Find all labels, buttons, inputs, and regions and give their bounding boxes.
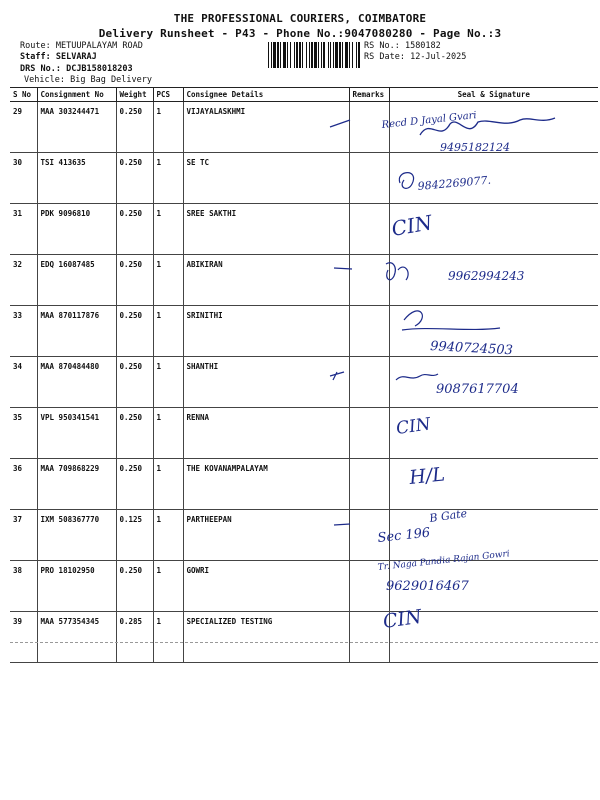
- vehicle-value: Big Bag Delivery: [70, 75, 152, 85]
- cell-weight: 0.250: [116, 408, 153, 459]
- cell-remarks: [349, 153, 389, 204]
- cell-consignment-no: VPL 950341541: [37, 408, 116, 459]
- cell-consignee: SHANTHI: [183, 357, 349, 408]
- table-row: [10, 510, 598, 561]
- vehicle-line: [24, 75, 152, 85]
- cell-remarks: [349, 612, 389, 663]
- page-end-rule: [10, 642, 598, 643]
- cell-consignee: SREE SAKTHI: [183, 204, 349, 255]
- signature-32-phone: 9962994243: [448, 269, 525, 283]
- drs-label: DRS No.:: [20, 64, 61, 74]
- signature-37-gate: B Gate: [428, 506, 468, 525]
- cell-consignee: THE KOVANAMPALAYAM: [183, 459, 349, 510]
- cell-sno: 34: [10, 357, 37, 408]
- signature-31-text: CIN: [389, 210, 434, 241]
- staff-value: SELVARAJ: [55, 52, 97, 62]
- cell-signature: [389, 561, 598, 612]
- cell-pcs: 1: [153, 612, 183, 663]
- signature-29-phone: 9495182124: [440, 141, 510, 154]
- cell-consignment-no: MAA 577354345: [37, 612, 116, 663]
- signature-35-text: CIN: [394, 414, 432, 439]
- cell-pcs: 1: [153, 204, 183, 255]
- route-label: Route:: [20, 41, 51, 51]
- rs-date-line: [364, 52, 466, 62]
- cell-remarks: [349, 306, 389, 357]
- cell-consignment-no: MAA 870484480: [37, 357, 116, 408]
- cell-remarks: [349, 510, 389, 561]
- cell-pcs: 1: [153, 459, 183, 510]
- cell-consignee: SPECIALIZED TESTING: [183, 612, 349, 663]
- signature-33-phone: 9940724503: [429, 339, 514, 359]
- rs-date-value: 12-Jul-2025: [410, 52, 467, 62]
- staff-line: [20, 52, 97, 62]
- cell-consignment-no: MAA 709868229: [37, 459, 116, 510]
- col-header-weight: Weight: [116, 88, 153, 102]
- rs-no-label: RS No.:: [364, 41, 400, 51]
- col-header-consignment: Consignment No: [37, 88, 116, 102]
- table-row: [10, 357, 598, 408]
- signature-29-text: Recd D Jayal Gvari: [381, 110, 478, 131]
- cell-consignee: GOWRI: [183, 561, 349, 612]
- cell-signature: [389, 612, 598, 663]
- table-row: [10, 204, 598, 255]
- signature-30-phone: 9842269077.: [417, 173, 492, 193]
- cell-sno: 35: [10, 408, 37, 459]
- cell-consignment-no: EDQ 16087485: [37, 255, 116, 306]
- cell-weight: 0.250: [116, 204, 153, 255]
- cell-consignment-no: TSI 413635: [37, 153, 116, 204]
- rs-no-value: 1580182: [404, 41, 441, 51]
- cell-consignee: SE TC: [183, 153, 349, 204]
- signature-36-text: H/L: [408, 463, 446, 489]
- vehicle-label: Vehicle:: [24, 75, 65, 85]
- col-header-pcs: PCS: [153, 88, 183, 102]
- rs-no-line: [364, 41, 441, 51]
- cell-weight: 0.285: [116, 612, 153, 663]
- cell-weight: 0.250: [116, 459, 153, 510]
- cell-signature: [389, 408, 598, 459]
- cell-weight: 0.250: [116, 102, 153, 153]
- table-row: [10, 612, 598, 663]
- cell-signature: [389, 306, 598, 357]
- table-row: [10, 102, 598, 153]
- cell-weight: 0.250: [116, 357, 153, 408]
- cell-sno: 29: [10, 102, 37, 153]
- signature-38-phone: 9629016467: [386, 579, 469, 594]
- cell-sno: 30: [10, 153, 37, 204]
- cell-consignee: VIJAYALASKHMI: [183, 102, 349, 153]
- signature-39-text: CIN: [381, 605, 423, 633]
- col-header-remarks: Remarks: [349, 88, 389, 102]
- cell-sno: 39: [10, 612, 37, 663]
- cell-signature: [389, 255, 598, 306]
- table-row: [10, 561, 598, 612]
- cell-signature: [389, 102, 598, 153]
- cell-consignment-no: MAA 303244471: [37, 102, 116, 153]
- table-row: [10, 459, 598, 510]
- cell-consignment-no: PRO 18102950: [37, 561, 116, 612]
- cell-pcs: 1: [153, 102, 183, 153]
- cell-consignee: ABIKIRAN: [183, 255, 349, 306]
- cell-remarks: [349, 357, 389, 408]
- cell-sno: 36: [10, 459, 37, 510]
- cell-pcs: 1: [153, 561, 183, 612]
- cell-pcs: 1: [153, 153, 183, 204]
- cell-weight: 0.125: [116, 510, 153, 561]
- rs-date-label: RS Date:: [364, 52, 405, 62]
- cell-consignee: PARTHEEPAN: [183, 510, 349, 561]
- cell-sno: 33: [10, 306, 37, 357]
- cell-pcs: 1: [153, 255, 183, 306]
- table-row: [10, 255, 598, 306]
- cell-weight: 0.250: [116, 153, 153, 204]
- drs-line: [20, 64, 133, 74]
- cell-signature: [389, 459, 598, 510]
- staff-label: Staff:: [20, 52, 51, 62]
- barcode-image: [268, 42, 360, 68]
- signature-38-name: Tr. Naga Pandia Rajan Gowri: [377, 549, 511, 573]
- route-value: METUUPALAYAM ROAD: [55, 41, 143, 51]
- cell-remarks: [349, 561, 389, 612]
- cell-weight: 0.250: [116, 255, 153, 306]
- cell-signature: [389, 204, 598, 255]
- cell-consignment-no: PDK 9096810: [37, 204, 116, 255]
- cell-remarks: [349, 102, 389, 153]
- drs-value: DCJB158018203: [66, 64, 133, 74]
- table-row: [10, 306, 598, 357]
- table-header-row: [10, 88, 598, 102]
- route-line: [20, 41, 143, 51]
- table-row: [10, 153, 598, 204]
- cell-pcs: 1: [153, 408, 183, 459]
- cell-consignee: RENNA: [183, 408, 349, 459]
- runsheet-table: [10, 87, 598, 663]
- signature-34-phone: 9087617704: [436, 382, 519, 397]
- cell-sno: 32: [10, 255, 37, 306]
- cell-weight: 0.250: [116, 306, 153, 357]
- cell-pcs: 1: [153, 510, 183, 561]
- cell-consignment-no: IXM 508367770: [37, 510, 116, 561]
- cell-consignee: SRINITHI: [183, 306, 349, 357]
- col-header-consignee: Consignee Details: [183, 88, 349, 102]
- company-title: THE PROFESSIONAL COURIERS, COIMBATORE: [173, 12, 427, 25]
- cell-remarks: [349, 408, 389, 459]
- cell-pcs: 1: [153, 357, 183, 408]
- cell-signature: [389, 357, 598, 408]
- col-header-sno: S No: [10, 88, 37, 102]
- cell-signature: [389, 153, 598, 204]
- cell-sno: 38: [10, 561, 37, 612]
- cell-remarks: [349, 459, 389, 510]
- cell-pcs: 1: [153, 306, 183, 357]
- cell-remarks: [349, 204, 389, 255]
- cell-consignment-no: MAA 870117876: [37, 306, 116, 357]
- runsheet-title: Delivery Runsheet - P43 - Phone No.:9047080280 - Page No.:3: [98, 27, 502, 40]
- signature-37-sec: Sec 196: [376, 525, 431, 546]
- col-header-signature: Seal & Signature: [389, 88, 598, 102]
- cell-remarks: [349, 255, 389, 306]
- cell-signature: [389, 510, 598, 561]
- cell-weight: 0.250: [116, 561, 153, 612]
- cell-sno: 31: [10, 204, 37, 255]
- cell-sno: 37: [10, 510, 37, 561]
- table-row: [10, 408, 598, 459]
